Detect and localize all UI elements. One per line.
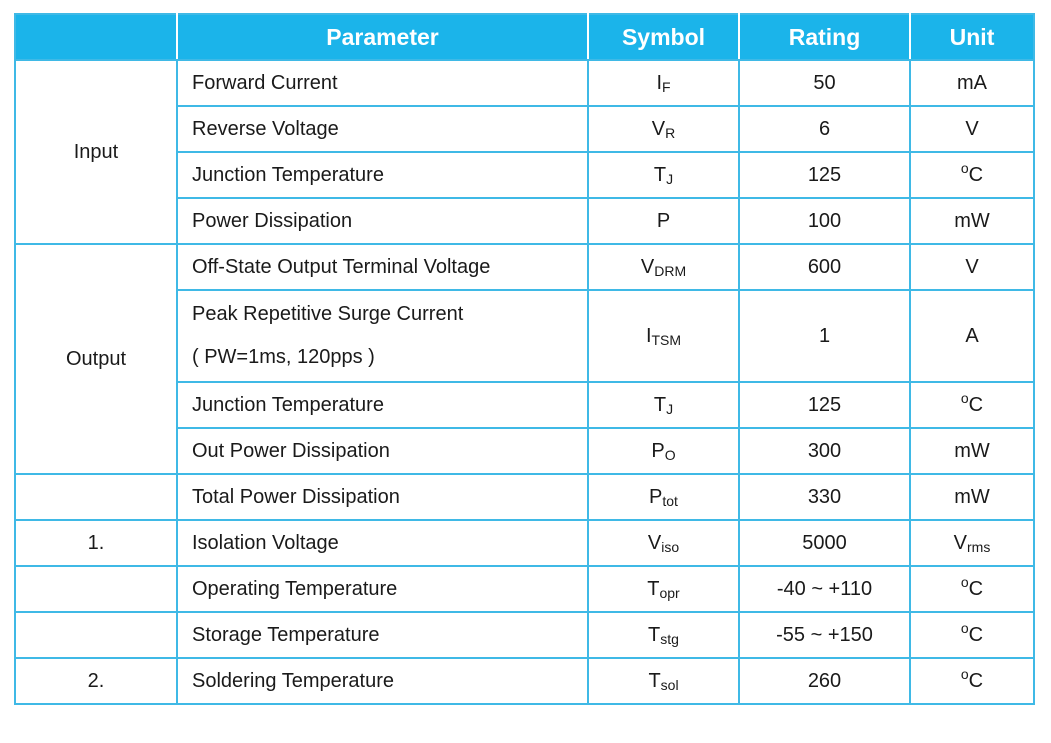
- symbol-cell: $T_{stg}$: [588, 612, 739, 658]
- symbol-cell: $V_{iso}$: [588, 520, 739, 566]
- symbol-cell: $T_{opr}$: [588, 566, 739, 612]
- symbol-cell: $V_{DRM}$: [588, 244, 739, 290]
- table-header-row: [15, 14, 1034, 60]
- table-row: [15, 566, 1034, 612]
- unit-cell: mW: [910, 198, 1034, 244]
- note-label-2: 2.: [15, 658, 177, 704]
- unit-cell: $^o$C: [910, 612, 1034, 658]
- table-row: [15, 474, 1034, 520]
- unit-cell: V: [910, 106, 1034, 152]
- symbol-cell: $T_J$: [588, 382, 739, 428]
- symbol-cell: $T_J$: [588, 152, 739, 198]
- rating-cell: -55 ~ +150: [739, 612, 910, 658]
- rating-cell: 300: [739, 428, 910, 474]
- parameter-cell: Off-State Output Terminal Voltage: [177, 244, 588, 290]
- parameter-cell: Out Power Dissipation: [177, 428, 588, 474]
- unit-cell: V: [910, 244, 1034, 290]
- rating-cell: 330: [739, 474, 910, 520]
- table-row: [15, 658, 1034, 704]
- symbol-cell: $T_{sol}$: [588, 658, 739, 704]
- group-label-empty: [15, 566, 177, 612]
- unit-cell: $^o$C: [910, 382, 1034, 428]
- unit-cell: $^o$C: [910, 658, 1034, 704]
- parameter-cell: Operating Temperature: [177, 566, 588, 612]
- symbol-cell: $P_{tot}$: [588, 474, 739, 520]
- header-unit: Unit: [910, 14, 1034, 60]
- parameter-cell: [177, 290, 588, 382]
- rating-cell: 5000: [739, 520, 910, 566]
- parameter-cell: Power Dissipation: [177, 198, 588, 244]
- header-corner: [15, 14, 177, 60]
- rating-cell: 6: [739, 106, 910, 152]
- rating-cell: 100: [739, 198, 910, 244]
- rating-cell: 50: [739, 60, 910, 106]
- parameter-cell: Junction Temperature: [177, 152, 588, 198]
- parameter-cell: Soldering Temperature: [177, 658, 588, 704]
- rating-cell: 1: [739, 290, 910, 382]
- table-row: [15, 60, 1034, 106]
- parameter-cell: Storage Temperature: [177, 612, 588, 658]
- header-parameter: Parameter: [177, 14, 588, 60]
- symbol-cell: $I_F$: [588, 60, 739, 106]
- parameter-cell: Isolation Voltage: [177, 520, 588, 566]
- unit-cell: mW: [910, 428, 1034, 474]
- rating-cell: 260: [739, 658, 910, 704]
- rating-cell: 125: [739, 152, 910, 198]
- unit-cell: A: [910, 290, 1034, 382]
- rating-cell: 600: [739, 244, 910, 290]
- header-rating: Rating: [739, 14, 910, 60]
- absolute-maximum-ratings-table: [14, 13, 1035, 705]
- unit-cell: $V_{rms}$: [910, 520, 1034, 566]
- table-row: [15, 612, 1034, 658]
- symbol-cell: P: [588, 198, 739, 244]
- unit-cell: mW: [910, 474, 1034, 520]
- parameter-cell: Forward Current: [177, 60, 588, 106]
- group-label-input: Input: [15, 60, 177, 244]
- parameter-cell: Reverse Voltage: [177, 106, 588, 152]
- unit-cell: $^o$C: [910, 566, 1034, 612]
- rating-cell: 125: [739, 382, 910, 428]
- rating-cell: -40 ~ +110: [739, 566, 910, 612]
- parameter-cell: Junction Temperature: [177, 382, 588, 428]
- unit-cell: $^o$C: [910, 152, 1034, 198]
- parameter-line-1: Peak Repetitive Surge Current: [192, 303, 464, 325]
- parameter-cell: Total Power Dissipation: [177, 474, 588, 520]
- note-label-1: 1.: [15, 520, 177, 566]
- header-symbol: Symbol: [588, 14, 739, 60]
- symbol-cell: $I_{TSM}$: [588, 290, 739, 382]
- table-row: [15, 520, 1034, 566]
- group-label-empty: [15, 474, 177, 520]
- unit-cell: mA: [910, 60, 1034, 106]
- table-row: [15, 244, 1034, 290]
- group-label-empty: [15, 612, 177, 658]
- symbol-cell: $P_O$: [588, 428, 739, 474]
- symbol-cell: $V_R$: [588, 106, 739, 152]
- parameter-line-2: ( PW=1ms, 120pps ): [192, 346, 375, 368]
- group-label-output: Output: [15, 244, 177, 474]
